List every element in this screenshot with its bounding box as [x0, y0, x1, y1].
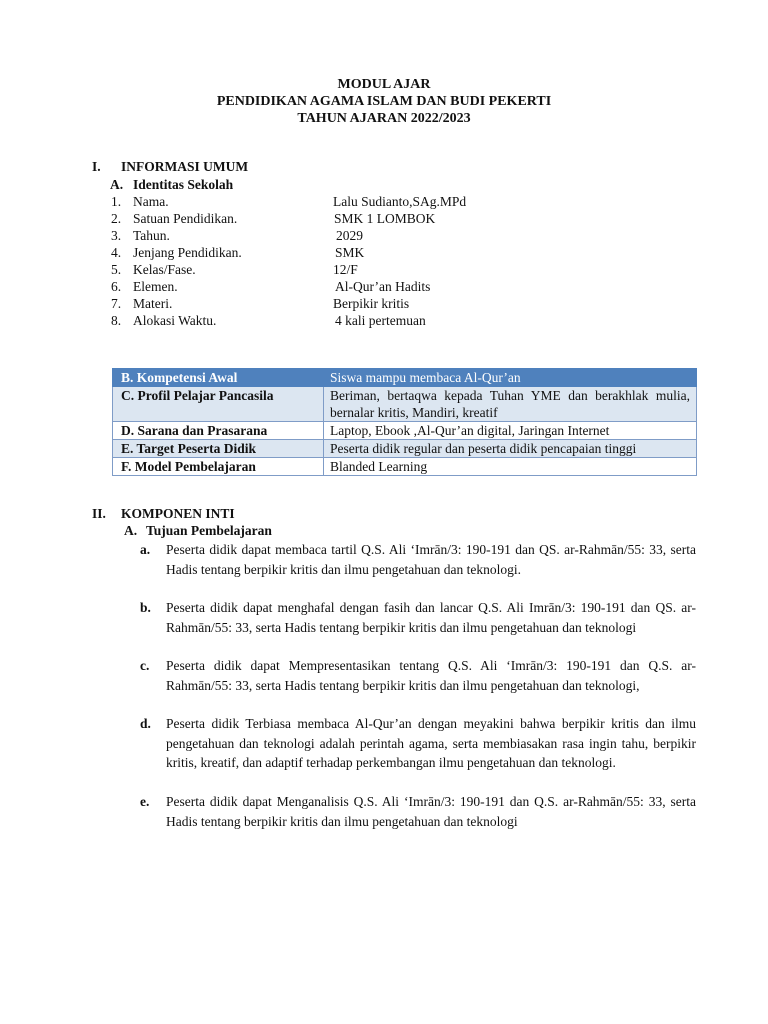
subsection-a-title: Identitas Sekolah: [133, 177, 234, 192]
objective-text: Peserta didik dapat menghafal dengan fasih dan lancar Q.S. Ali Imrān/3: 190-191 dan QS. ar-Rahmān/55: 33, serta Hadis tentang berpikir kritis dan ilmu pengetahuan dan teknologi: [166, 600, 696, 635]
section1-title: INFORMASI UMUM: [121, 159, 249, 174]
table-value: Beriman, bertaqwa kepada Tuhan YME dan berakhlak mulia, bernalar kritis, Mandiri, kreatif: [324, 387, 697, 422]
table-key: D. Sarana dan Prasarana: [113, 422, 324, 440]
table-row: [113, 369, 697, 387]
doc-title: MODUL AJAR: [337, 77, 431, 92]
table-key: C. Profil Pelajar Pancasila: [113, 387, 324, 422]
objective-letter: a.: [140, 542, 151, 557]
table-key: B. Kompetensi Awal: [113, 369, 324, 387]
identity-label: Satuan Pendidikan.: [133, 211, 238, 226]
table-key: F. Model Pembelajaran: [113, 458, 324, 476]
section1-numeral: I.: [92, 159, 101, 174]
objective-letter: d.: [140, 716, 151, 731]
table-key: E. Target Peserta Didik: [113, 440, 324, 458]
table-row: [113, 458, 697, 476]
identity-value: 2029: [336, 228, 363, 243]
objective-letter: c.: [140, 658, 150, 673]
section2-numeral: II.: [92, 506, 106, 521]
identity-label: Jenjang Pendidikan.: [133, 245, 242, 260]
identity-value: Al-Qur’an Hadits: [335, 279, 431, 294]
objective-text: Peserta didik dapat membaca tartil Q.S. Ali ‘Imrān/3: 190-191 dan QS. ar-Rahmān/55: 33, serta Hadis tentang berpikir kritis dan ilmu pengetahuan dan teknologi.: [166, 542, 696, 577]
identity-num: 6.: [111, 279, 122, 294]
identity-num: 5.: [111, 262, 122, 277]
identity-num: 7.: [111, 296, 122, 311]
table-row: [113, 387, 697, 422]
identity-value: SMK 1 LOMBOK: [334, 211, 436, 226]
identity-value: Berpikir kritis: [333, 296, 410, 311]
identity-label: Elemen.: [133, 279, 178, 294]
identity-num: 4.: [111, 245, 122, 260]
table-value: Siswa mampu membaca Al-Qur’an: [324, 369, 697, 387]
table-row: [113, 440, 697, 458]
objective-text: Peserta didik Terbiasa membaca Al-Qur’an dengan meyakini bahwa berpikir kritis dan ilmu pengetahuan dan teknologi adalah perintah agama, serta membiasakan rasa ingin tahu, berpikir kritis, kreatif, dan adaptif terhadap perkembangan ilmu pengetahuan dan teknologi.: [166, 716, 696, 770]
objective-letter: b.: [140, 600, 151, 615]
identity-label: Materi.: [133, 296, 173, 311]
objective-letter: e.: [140, 794, 150, 809]
objective-text: Peserta didik dapat Mempresentasikan tentang Q.S. Ali ‘Imrān/3: 190-191 dan Q.S. ar- Rahmān/55: 33, serta Hadis tentang berpikir kritis dan ilmu pengetahuan dan teknologi,: [166, 658, 696, 693]
doc-subject: PENDIDIKAN AGAMA ISLAM DAN BUDI PEKERTI: [216, 94, 552, 109]
identity-num: 2.: [111, 211, 122, 226]
doc-year: TAHUN AJARAN 2022/2023: [297, 111, 471, 126]
table-row: [113, 422, 697, 440]
table-value: Laptop, Ebook ,Al-Qur’an digital, Jaringan Internet: [324, 422, 697, 440]
identity-num: 8.: [111, 313, 122, 328]
table-value: Peserta didik regular dan peserta didik pencapaian tinggi: [324, 440, 697, 458]
identity-label: Alokasi Waktu.: [133, 313, 217, 328]
competency-table: [112, 368, 697, 476]
subsection-a-letter: A.: [124, 523, 138, 538]
identity-label: Kelas/Fase.: [133, 262, 196, 277]
identity-num: 1.: [111, 194, 122, 209]
subsection-a-title: Tujuan Pembelajaran: [146, 523, 272, 538]
section2-title: KOMPONEN INTI: [121, 506, 235, 521]
identity-value: 4 kali pertemuan: [335, 313, 426, 328]
identity-num: 3.: [111, 228, 122, 243]
identity-value: Lalu Sudianto,SAg.MPd: [333, 194, 467, 209]
subsection-a-letter: A.: [110, 177, 124, 192]
identity-value: 12/F: [333, 262, 358, 277]
table-value: Blanded Learning: [324, 458, 697, 476]
objective-text: Peserta didik dapat Menganalisis Q.S. Ali ‘Imrān/3: 190-191 dan Q.S. ar-Rahmān/55: 33, serta Hadis tentang berpikir kritis dan ilmu pengetahuan dan teknologi: [166, 794, 696, 829]
identity-label: Tahun.: [133, 228, 170, 243]
identity-value: SMK: [335, 245, 365, 260]
identity-label: Nama.: [133, 194, 169, 209]
